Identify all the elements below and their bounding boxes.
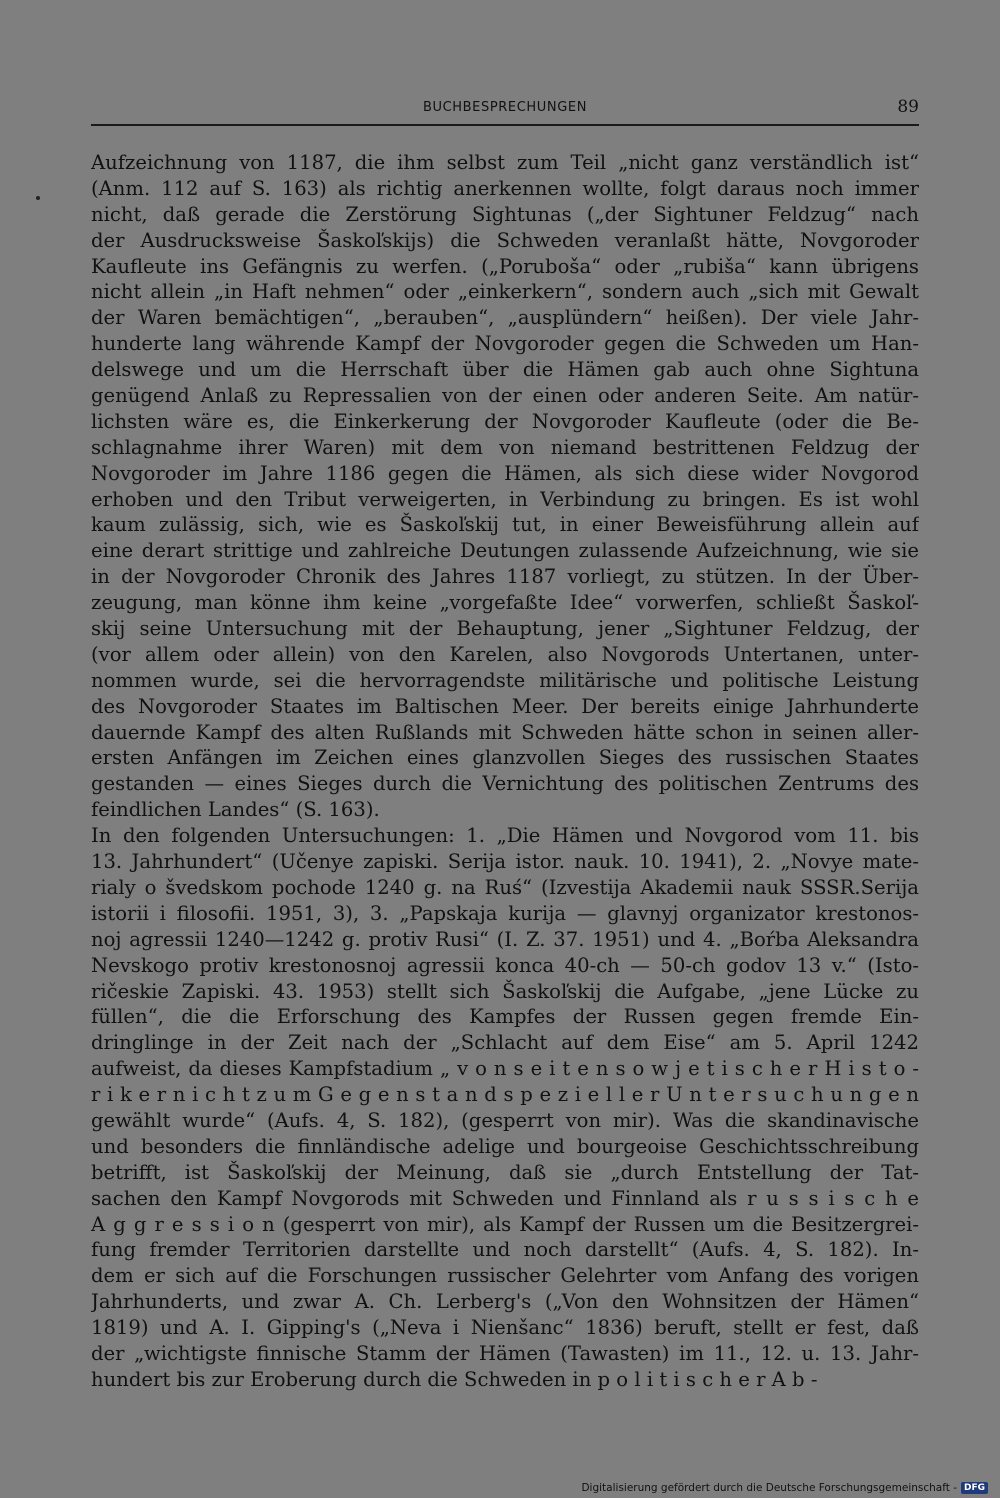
text-line: 13. Jahrhundert“ (Učenye zapiski. Serija istor. nauk. 10. 1941), 2. „Novye mate- [91, 850, 919, 874]
text-line: lichsten wäre es, die Einkerkerung der Novgoroder Kaufleute (oder die Be- [91, 409, 919, 433]
text-line: feindlichen Landes“ (S. 163). [91, 798, 380, 822]
text-line: Jahrhunderts, und zwar A. Ch. Lerberg's („Von den Wohnsitzen der Hämen“ [91, 1290, 919, 1314]
text-line: dringlinge in der Zeit nach der „Schlacht auf dem Eise“ am 5. April 1242 [91, 1031, 919, 1055]
text-line: ričeskie Zapiski. 43. 1953) stellt sich Šaskoľskij die Aufgabe, „jene Lücke zu [91, 979, 919, 1003]
text-line: zeugung, man könne ihm keine „vorgefaßte Idee“ vorwerfen, schließt Šaskoľ- [91, 591, 919, 615]
text-line: eine derart strittige und zahlreiche Deutungen zulassende Aufzeichnung, wie sie [91, 539, 919, 563]
text-line: gestanden — eines Sieges durch die Vernichtung des politischen Zentrums des [91, 772, 919, 796]
text-line: Novgoroder im Jahre 1186 gegen die Hämen, als sich diese wider Novgorod [91, 461, 919, 485]
text-line: der Waren bemächtigen“, „berauben“, „ausplündern“ heißen). Der viele Jahr- [91, 306, 919, 330]
text-line: (Anm. 112 auf S. 163) als richtig anerkennen wollte, folgt daraus noch immer [91, 176, 919, 200]
text-line: noj agressii 1240—1242 g. protiv Rusi“ (I. Z. 37. 1951) und 4. „Boŕba Aleksandra [91, 927, 919, 951]
text-line: schlagnahme ihrer Waren) mit dem von niemand bestrittenen Feldzug der [91, 435, 919, 459]
text-line: der Ausdrucksweise Šaskoľskijs) die Schweden veranlaßt hätte, Novgoroder [91, 228, 919, 252]
text-line: 1819) und A. I. Gipping's („Neva i Nienšanc“ 1836) beruft, stellt er fest, daß [91, 1316, 919, 1340]
text-line: genügend Anlaß zu Repressalien von der einen oder anderen Seite. Am natür- [91, 384, 919, 408]
text-line: des Novgoroder Staates im Baltischen Meer. Der bereits einige Jahrhunderte [91, 694, 919, 718]
text-line: rialy o švedskom pochode 1240 g. na Ruś“ (Izvestija Akademii nauk SSSR.Serija [91, 875, 919, 899]
text-line: istorii i filosofii. 1951, 3), 3. „Papskaja kurija — glavnyj organizator krestonos- [91, 901, 919, 925]
body-text [91, 150, 919, 1393]
footer-credit-text: Digitalisierung gefördert durch die Deutsche Forschungsgemeinschaft - [581, 1482, 957, 1494]
text-line: und besonders die finnländische adelige und bourgeoise Geschichtsschreibung [91, 1134, 919, 1158]
margin-mark [36, 196, 40, 200]
page-header [91, 98, 919, 126]
text-line: der „wichtigste finnische Stamm der Hämen (Tawasten) im 11., 12. u. 13. Jahr- [91, 1341, 919, 1365]
text-line: hunderte lang währende Kampf der Novgoroder gegen die Schweden um Han- [91, 332, 919, 356]
text-line: fung fremder Territorien darstellte und noch darstellt“ (Aufs. 4, S. 182). In- [91, 1238, 919, 1262]
dfg-logo: DFG [961, 1482, 988, 1494]
text-line: delswege und um die Herrschaft über die Hämen gab auch ohne Sightuna [91, 358, 919, 382]
text-line: Kaufleute ins Gefängnis zu werfen. („Porubоša“ oder „rubiša“ kann übrigens [91, 254, 919, 278]
text-line: sachen den Kampf Novgorods mit Schweden und Finnland als r u s s i s c h e [91, 1186, 919, 1210]
text-line: dauernde Kampf des alten Rußlands mit Schweden hätte schon in seinen aller- [91, 720, 919, 744]
text-line: hundert bis zur Eroberung durch die Schweden in p o l i t i s c h e r A b - [91, 1367, 818, 1391]
text-line: Aufzeichnung von 1187, die ihm selbst zum Teil „nicht ganz verständlich ist“ [91, 151, 919, 174]
running-title: BUCHBESPRECHUNGEN [422, 100, 588, 115]
text-line: dem er sich auf die Forschungen russischer Gelehrter vom Anfang des vorigen [91, 1264, 919, 1288]
text-line: erhoben und den Tribut verweigerten, in Verbindung zu bringen. Es ist wohl [91, 487, 919, 511]
text-line: Nevskogo protiv krestonosnoj agressii konca 40-ch — 50-ch godov 13 v.“ (Isto- [91, 953, 919, 977]
text-line: füllen“, die die Erforschung des Kampfes der Russen gegen fremde Ein- [91, 1005, 919, 1029]
page-number: 89 [897, 97, 919, 117]
text-line: A g g r e s s i o n (gesperrt von mir), als Kampf der Russen um die Besitzergrei- [91, 1212, 919, 1236]
footer-credit [581, 1482, 988, 1494]
text-line: nicht allein „in Haft nehmen“ oder „einkerkern“, sondern auch „sich mit Gewalt [91, 280, 919, 304]
text-line: r i k e r n i c h t z u m G e g e n s t a n d s p e z i e l l e r U n t e r s u c h u n g e n [91, 1083, 919, 1107]
text-line: skij seine Untersuchung mit der Behauptung, jener „Sightuner Feldzug, der [91, 617, 919, 641]
text-line: In den folgenden Untersuchungen: 1. „Die Hämen und Novgorod vom 11. bis [91, 824, 919, 848]
text-line: nicht, daß gerade die Zerstörung Sightunas („der Sightuner Feldzug“ nach [91, 202, 919, 226]
text-line: gewählt wurde“ (Aufs. 4, S. 182), (gesperrt von mir). Was die skandinavische [91, 1108, 919, 1132]
text-line: ersten Anfängen im Zeichen eines glanzvollen Sieges des russischen Staates [91, 746, 919, 770]
text-line: aufweist, da dieses Kampfstadium „ v o n s e i t e n s o w j e t i s c h e r H i s t o - [91, 1057, 919, 1081]
text-line: kaum zulässig, sich, wie es Šaskoľskij tut, in einer Beweisführung allein auf [91, 513, 919, 537]
text-line: (vor allem oder allein) von den Karelen, also Novgorods Untertanen, unter- [91, 642, 919, 666]
text-line: betrifft, ist Šaskoľskij der Meinung, daß sie „durch Entstellung der Tat- [91, 1160, 919, 1184]
text-line: in der Novgoroder Chronik des Jahres 1187 vorliegt, zu stützen. In der Über- [91, 565, 919, 589]
text-line: nommen wurde, sei die hervorragendste militärische und politische Leistung [91, 668, 919, 692]
